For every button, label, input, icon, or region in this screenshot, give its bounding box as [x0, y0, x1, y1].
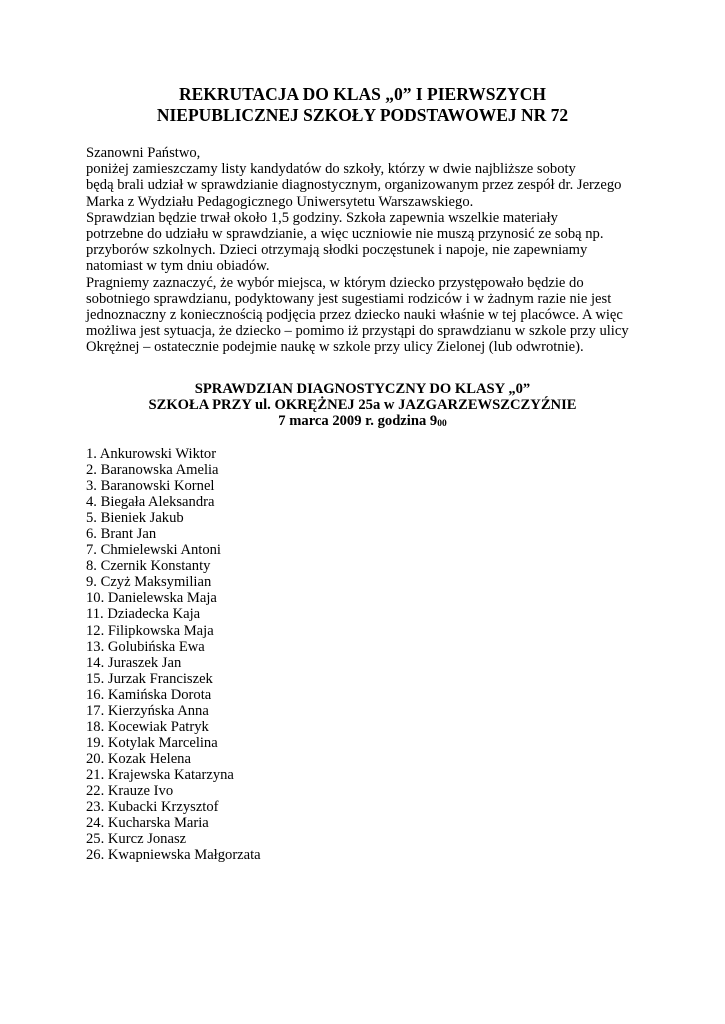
list-item: 1. Ankurowski Wiktor: [86, 446, 217, 462]
intro-line: Sprawdzian będzie trwał około 1,5 godziny. Szkoła zapewnia wszelkie materiały: [86, 209, 558, 226]
list-item: 23. Kubacki Krzysztof: [86, 799, 219, 816]
list-item: 18. Kocewiak Patryk: [86, 718, 209, 735]
list-item: 19. Kotylak Marcelina: [86, 734, 218, 751]
document-title: [0, 84, 725, 126]
title-line-2: NIEPUBLICZNEJ SZKOŁY PODSTAWOWEJ NR 72: [156, 105, 569, 125]
intro-line: Marka z Wydziału Pedagogicznego Uniwersytetu Warszawskiego.: [86, 193, 474, 210]
exam-heading: [0, 381, 725, 429]
list-item: 17. Kierzyńska Anna: [86, 702, 209, 719]
intro-paragraph: [86, 145, 666, 356]
intro-line: potrzebne do udziału w sprawdzianie, a więc uczniowie nie muszą przynosić ze sobą np.: [86, 226, 604, 243]
exam-date-text: 7 marca 2009 r. godzina 9: [278, 413, 438, 429]
list-item: 13. Golubińska Ewa: [86, 638, 205, 655]
list-item: 26. Kwapniewska Małgorzata: [86, 847, 261, 864]
exam-heading-line-2: SZKOŁA PRZY ul. OKRĘŻNEJ 25a w JAZGARZEWSZCZYŹNIE: [148, 397, 577, 413]
list-item: 9. Czyż Maksymilian: [86, 574, 212, 591]
list-item: 24. Kucharska Maria: [86, 815, 209, 832]
list-item: 10. Danielewska Maja: [86, 590, 217, 607]
list-item: 6. Brant Jan: [86, 526, 157, 543]
intro-line: sobotniego sprawdzianu, podyktowany jest sugestiami rodziców i w żadnym razie nie jest: [86, 290, 612, 307]
list-item: 8. Czernik Konstanty: [86, 558, 211, 575]
list-item: 14. Juraszek Jan: [86, 654, 182, 671]
exam-date: [0, 413, 725, 429]
list-item: 12. Filipkowska Maja: [86, 622, 214, 639]
intro-line: możliwa jest sytuacja, że dziecko – pomimo iż przystąpi do sprawdzianu w szkole przy ulicy: [86, 323, 629, 340]
intro-line: Szanowni Państwo,: [86, 145, 201, 161]
list-item: 11. Dziadecka Kaja: [86, 606, 201, 623]
exam-time-minutes: 00: [437, 419, 447, 429]
title-line-1: REKRUTACJA DO KLAS „0” I PIERWSZYCH: [178, 84, 547, 104]
list-item: 5. Bieniek Jakub: [86, 510, 184, 527]
intro-line: Pragniemy zaznaczyć, że wybór miejsca, w którym dziecko przystępowało będzie do: [86, 274, 584, 291]
intro-line: będą brali udział w sprawdzianie diagnostycznym, organizowanym przez zespół dr. Jerzego: [86, 177, 622, 194]
list-item: 4. Biegała Aleksandra: [86, 494, 215, 511]
list-item: 25. Kurcz Jonasz: [86, 831, 187, 848]
list-item: 3. Baranowski Kornel: [86, 478, 215, 495]
list-item: 15. Jurzak Franciszek: [86, 670, 213, 687]
intro-line: poniżej zamieszczamy listy kandydatów do szkoły, którzy w dwie najbliższe soboty: [86, 161, 576, 178]
list-item: 7. Chmielewski Antoni: [86, 542, 221, 559]
candidate-list: [86, 446, 261, 863]
list-item: 16. Kamińska Dorota: [86, 686, 212, 703]
exam-heading-line-1: SPRAWDZIAN DIAGNOSTYCZNY DO KLASY „0”: [194, 381, 531, 397]
intro-line: natomiast w tym dniu obiadów.: [86, 258, 270, 275]
intro-line: Okrężnej – ostatecznie podejmie naukę w szkole przy ulicy Zielonej (lub odwrotnie).: [86, 339, 584, 356]
list-item: 22. Krauze Ivo: [86, 782, 174, 799]
intro-line: przyborów szkolnych. Dzieci otrzymają słodki poczęstunek i napoje, nie zapewniamy: [86, 242, 588, 259]
list-item: 21. Krajewska Katarzyna: [86, 766, 234, 783]
list-item: 20. Kozak Helena: [86, 750, 191, 767]
intro-line: jednoznaczny z koniecznością podjęcia przez dziecko nauki właśnie w tej placówce. A więc: [86, 307, 623, 324]
list-item: 2. Baranowska Amelia: [86, 462, 219, 479]
